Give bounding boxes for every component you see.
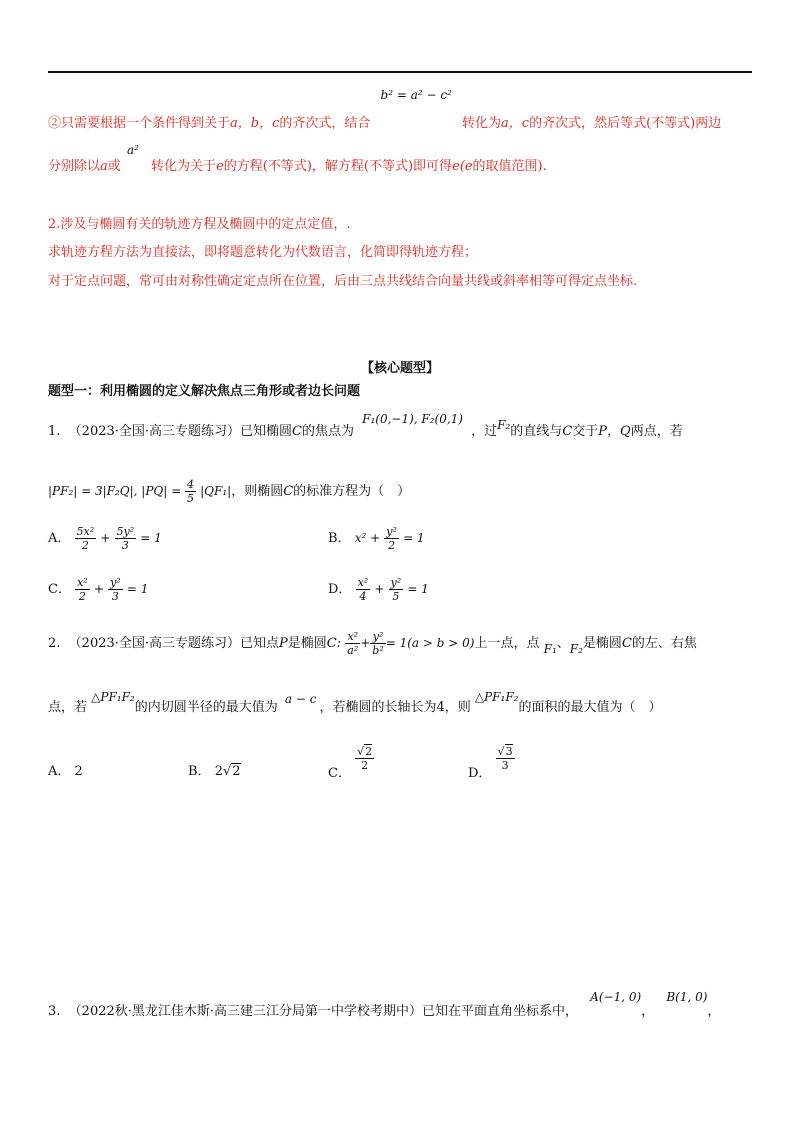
q1-condition: |PF₂| = 3|F₂Q|, |PQ| = [48, 484, 185, 498]
header-rule [48, 71, 752, 73]
q1-option-d[interactable]: D． $\frac{\text{x²}}{4}$ + $\frac{\text{y²}}{5}$ = 1 [328, 576, 429, 603]
point-2: 2.涉及与椭圆有关的轨迹方程及椭圆中的定点定值，. [48, 217, 351, 232]
q2-option-b[interactable]: B． 2√2 [188, 764, 241, 779]
q1-option-c[interactable]: C． $\frac{\text{x²}}{2}$ + $\frac{\text{y²}}{3}$ = 1 [48, 576, 149, 603]
q1-option-b[interactable]: B． x² + $\frac{\text{y²}}{2}$ = 1 [328, 525, 425, 552]
q2-line-1: 2. （2023·全国·高三专题练习）已知点P是椭圆C: $\frac{\text{x²}}{\text{a²}}$ + $\frac{\text{y²}}{\text{b²}}$ = 1(a > b > 0)上一点，点 F₁、F₂是椭圆C的左、右焦 [48, 630, 697, 657]
q1-foci: F₁(0,−1), F₂(0,1) [362, 412, 463, 426]
q2-option-d[interactable]: D． $\frac{√3}{3}$ [468, 745, 513, 781]
point-2-line-2: 求轨迹方程方法为直接法，即将题意转化为代数语言，化简即得轨迹方程； [48, 245, 478, 260]
q3-line-1: 3. （2022秋·黑龙江佳木斯·高三建三江分局第一中学校考期中）已知在平面直角坐标系中， A(−1, 0)， B(1, 0)， [48, 990, 721, 1019]
red-line-1: ②只需要根据一个条件得到关于a，b，c的齐次式，结合 b² = a² − c² 转化为a，c的齐次式，然后等式(不等式)两边 [48, 88, 722, 131]
formula-a2: a² [126, 143, 139, 157]
topic-title: 题型一：利用椭圆的定义解决焦点三角形或者边长问题 [48, 384, 361, 399]
q1-line-1: 1. （2023·全国·高三专题练习）已知椭圆C的焦点为 F₁(0,−1), F₂(0,1) ，过F₂的直线与C交于P，Q两点，若 [48, 412, 683, 439]
q2-option-a[interactable]: A． 2 [48, 764, 83, 779]
formula-b2: b² = a² − c² [380, 88, 452, 102]
q1-option-a[interactable]: A． $\frac{\text{5x²}}{2}$ + $\frac{\text{5y²}}{3}$ = 1 [48, 525, 162, 552]
q2-line-2: 点，若 △PF₁F₂的内切圆半径的最大值为 a − c，若椭圆的长轴长为4，则 △PF₁F₂的面积的最大值为（ ） [48, 690, 662, 715]
q1-line-2: |PF₂| = 3|F₂Q|, |PQ| = $\frac{4}{5}$ |QF₁|，则椭圆C的标准方程为（ ） [48, 478, 411, 505]
section-title: 【核心题型】 [360, 361, 439, 376]
q2-option-c[interactable]: C． $\frac{√2}{2}$ [328, 745, 373, 781]
point-2-line-3: 对于定点问题，常可由对称性确定定点所在位置，后由三点共线结合向量共线或斜率相等可得定点坐标. [48, 274, 638, 289]
red-line-2: 分别除以a或 a² 转化为关于e的方程(不等式)，解方程(不等式)即可得e(e的取值范围). [48, 143, 547, 174]
